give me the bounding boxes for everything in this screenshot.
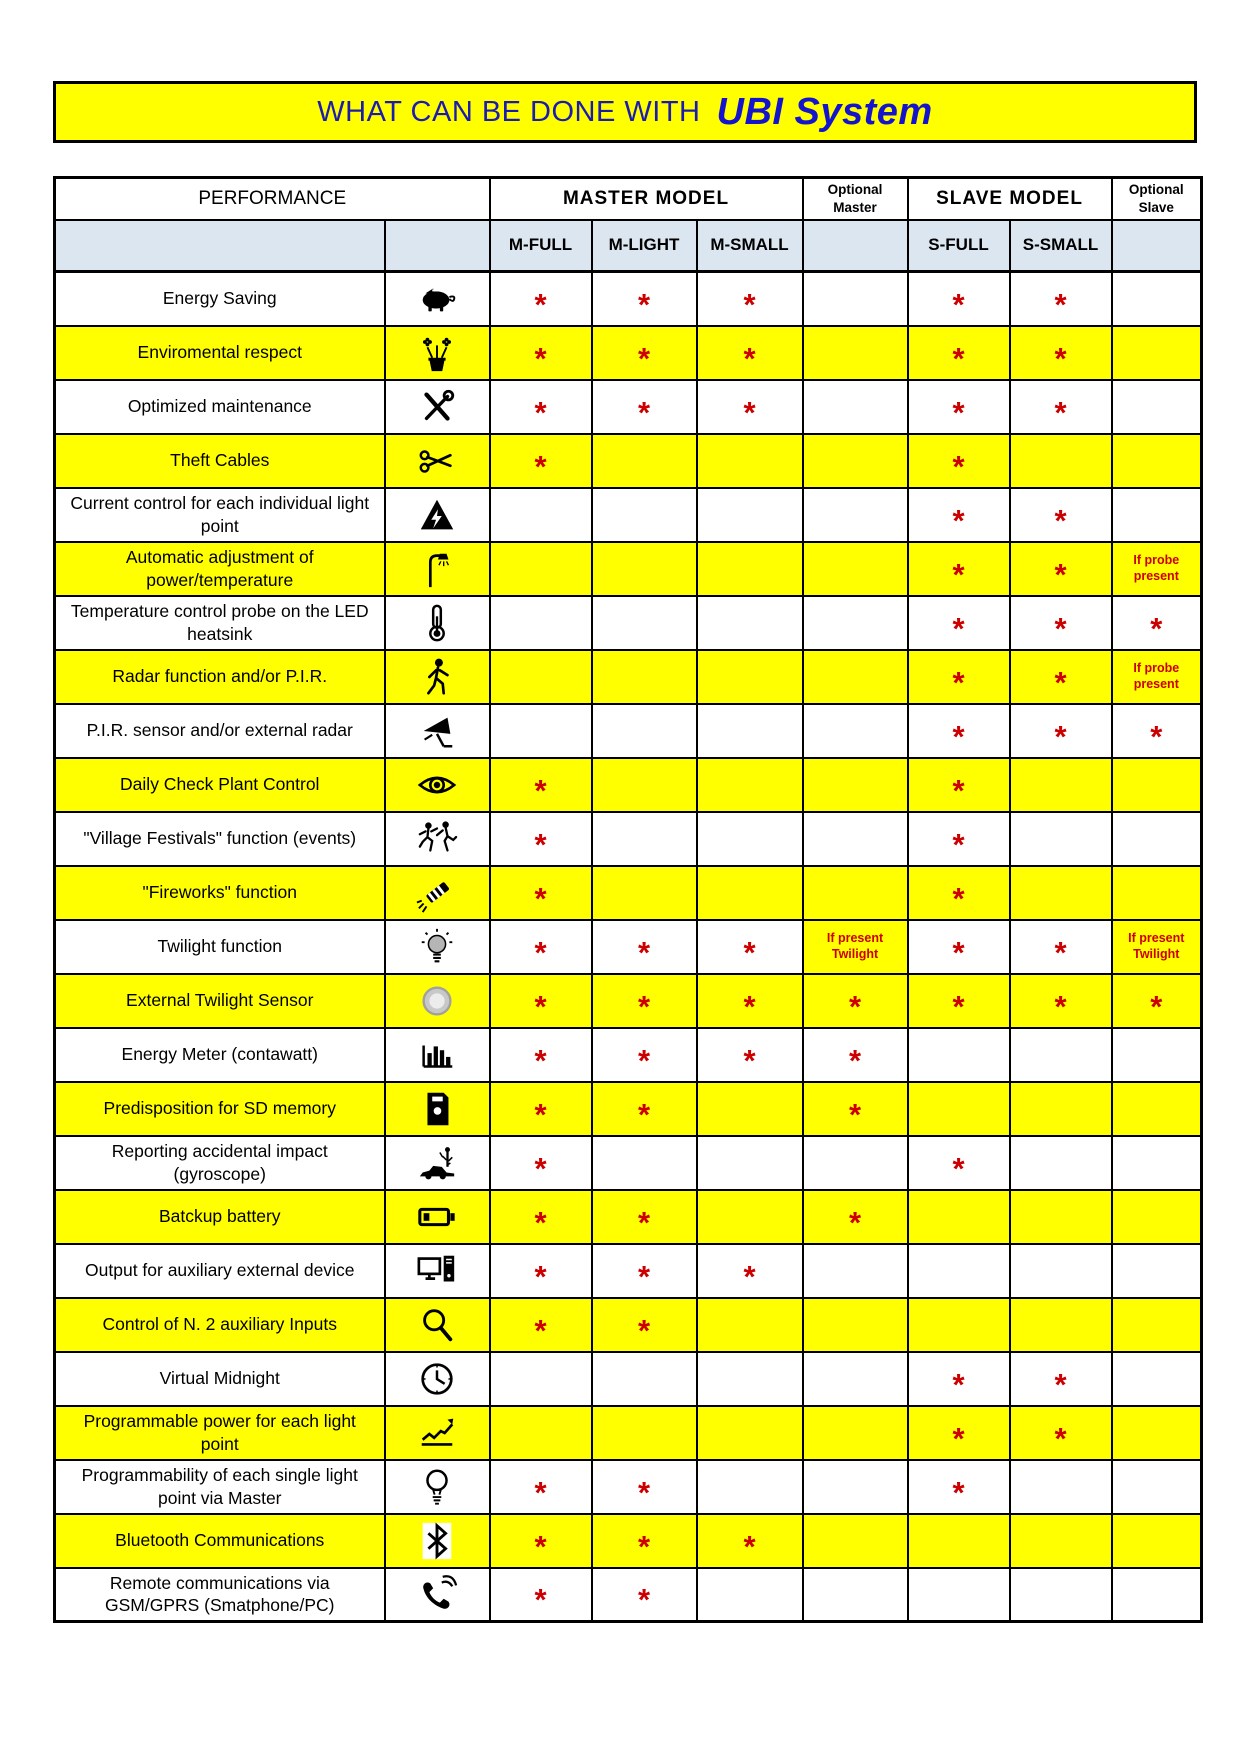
cell-s-full: * bbox=[908, 974, 1010, 1028]
eye-icon bbox=[386, 764, 489, 806]
twilight-bulb-icon bbox=[386, 926, 489, 968]
cell-s-small bbox=[1010, 1028, 1112, 1082]
cell-optional-master: * bbox=[803, 974, 908, 1028]
cell-m-light: * bbox=[592, 380, 697, 434]
cell-m-full: * bbox=[490, 434, 592, 488]
cell-m-small: * bbox=[697, 974, 803, 1028]
feature-label: External Twilight Sensor bbox=[55, 974, 385, 1028]
cell-optional-master: * bbox=[803, 1190, 908, 1244]
trend-chart-icon bbox=[386, 1412, 489, 1454]
cell-optional-slave bbox=[1112, 1190, 1202, 1244]
feature-label: Theft Cables bbox=[55, 434, 385, 488]
banner-title-text: WHAT CAN BE DONE WITH bbox=[317, 95, 701, 128]
cell-m-full bbox=[490, 704, 592, 758]
table-row bbox=[55, 1460, 1202, 1514]
cell-s-small bbox=[1010, 758, 1112, 812]
table-row bbox=[55, 1352, 1202, 1406]
cell-m-light bbox=[592, 866, 697, 920]
subheader-spacer bbox=[385, 220, 490, 272]
feature-label: Predisposition for SD memory bbox=[55, 1082, 385, 1136]
cell-m-full: * bbox=[490, 812, 592, 866]
cell-s-small: * bbox=[1010, 650, 1112, 704]
crossed-tools-icon bbox=[386, 386, 489, 428]
cell-m-full bbox=[490, 596, 592, 650]
cell-s-small bbox=[1010, 1460, 1112, 1514]
cell-m-light bbox=[592, 1406, 697, 1460]
cell-s-small bbox=[1010, 812, 1112, 866]
scissors-icon bbox=[386, 440, 489, 482]
table-row bbox=[55, 1298, 1202, 1352]
cell-m-small: * bbox=[697, 1244, 803, 1298]
cell-optional-master bbox=[803, 488, 908, 542]
cell-m-full bbox=[490, 650, 592, 704]
cell-m-light: * bbox=[592, 1298, 697, 1352]
cell-s-small: * bbox=[1010, 704, 1112, 758]
subheader-spacer bbox=[55, 220, 385, 272]
phone-waves-icon bbox=[386, 1573, 489, 1615]
cell-optional-slave bbox=[1112, 812, 1202, 866]
cell-s-full: * bbox=[908, 650, 1010, 704]
cell-optional-slave bbox=[1112, 1514, 1202, 1568]
column-header-m-light: M-LIGHT bbox=[592, 220, 697, 272]
cell-s-small: * bbox=[1010, 326, 1112, 380]
feature-label: Output for auxiliary external device bbox=[55, 1244, 385, 1298]
cell-optional-slave bbox=[1112, 1082, 1202, 1136]
cell-m-light: * bbox=[592, 1190, 697, 1244]
cell-m-full: * bbox=[490, 1136, 592, 1190]
feature-label: Energy Meter (contawatt) bbox=[55, 1028, 385, 1082]
electric-hazard-icon bbox=[386, 494, 489, 536]
feature-label: Automatic adjustment of power/temperature bbox=[55, 542, 385, 596]
cell-optional-slave: If probe present bbox=[1112, 650, 1202, 704]
cell-optional-master bbox=[803, 1514, 908, 1568]
piggy-bank-icon bbox=[386, 278, 489, 320]
cell-m-full: * bbox=[490, 1460, 592, 1514]
clock-icon bbox=[386, 1358, 489, 1400]
cell-m-full: * bbox=[490, 326, 592, 380]
cell-s-full: * bbox=[908, 704, 1010, 758]
bulb-outline-icon bbox=[386, 1466, 489, 1508]
cell-optional-slave bbox=[1112, 1460, 1202, 1514]
cell-m-small: * bbox=[697, 920, 803, 974]
column-header-performance: PERFORMANCE bbox=[55, 178, 490, 220]
cell-m-small: * bbox=[697, 1514, 803, 1568]
cell-optional-master bbox=[803, 596, 908, 650]
cell-optional-master bbox=[803, 542, 908, 596]
table-row bbox=[55, 1244, 1202, 1298]
table-row bbox=[55, 488, 1202, 542]
cell-m-small bbox=[697, 758, 803, 812]
cell-m-light: * bbox=[592, 1514, 697, 1568]
cell-m-small bbox=[697, 650, 803, 704]
cell-s-small bbox=[1010, 1244, 1112, 1298]
column-header-optional-slave: Optional Slave bbox=[1112, 178, 1202, 220]
battery-icon bbox=[386, 1196, 489, 1238]
cell-m-small bbox=[697, 1568, 803, 1622]
walking-person-icon bbox=[386, 656, 489, 698]
feature-label: Daily Check Plant Control bbox=[55, 758, 385, 812]
cell-s-small bbox=[1010, 1190, 1112, 1244]
cell-s-full: * bbox=[908, 272, 1010, 326]
cell-optional-master bbox=[803, 1136, 908, 1190]
cell-optional-slave bbox=[1112, 1298, 1202, 1352]
table-row bbox=[55, 1514, 1202, 1568]
cell-optional-slave bbox=[1112, 326, 1202, 380]
cell-m-light: * bbox=[592, 326, 697, 380]
cell-optional-slave bbox=[1112, 1352, 1202, 1406]
cell-m-full: * bbox=[490, 1298, 592, 1352]
bluetooth-icon bbox=[386, 1520, 489, 1562]
cell-s-full bbox=[908, 1514, 1010, 1568]
cell-m-full: * bbox=[490, 1568, 592, 1622]
feature-label: Virtual Midnight bbox=[55, 1352, 385, 1406]
cell-optional-master bbox=[803, 704, 908, 758]
column-header-m-full: M-FULL bbox=[490, 220, 592, 272]
photocell-icon bbox=[386, 980, 489, 1022]
cell-m-small bbox=[697, 542, 803, 596]
feature-label: Reporting accidental impact (gyroscope) bbox=[55, 1136, 385, 1190]
cell-optional-slave bbox=[1112, 380, 1202, 434]
table-row bbox=[55, 326, 1202, 380]
cell-optional-master bbox=[803, 758, 908, 812]
cell-optional-slave bbox=[1112, 1406, 1202, 1460]
cell-optional-master: If present Twilight bbox=[803, 920, 908, 974]
cell-s-small: * bbox=[1010, 380, 1112, 434]
feature-label: "Village Festivals" function (events) bbox=[55, 812, 385, 866]
cell-s-small: * bbox=[1010, 1352, 1112, 1406]
cell-s-full: * bbox=[908, 1460, 1010, 1514]
cell-s-full bbox=[908, 1190, 1010, 1244]
column-header-optional-master: Optional Master bbox=[803, 178, 908, 220]
cell-optional-slave: If present Twilight bbox=[1112, 920, 1202, 974]
feature-label: Batckup battery bbox=[55, 1190, 385, 1244]
cell-optional-master: * bbox=[803, 1028, 908, 1082]
subheader-row bbox=[55, 220, 1202, 272]
column-header-slave-model: SLAVE MODEL bbox=[908, 178, 1112, 220]
cell-optional-slave bbox=[1112, 758, 1202, 812]
cell-s-small bbox=[1010, 866, 1112, 920]
table-row bbox=[55, 272, 1202, 326]
feature-label: Enviromental respect bbox=[55, 326, 385, 380]
subheader-spacer bbox=[1112, 220, 1202, 272]
cell-m-light: * bbox=[592, 1460, 697, 1514]
cell-s-full bbox=[908, 1082, 1010, 1136]
cell-optional-slave bbox=[1112, 1136, 1202, 1190]
table-row bbox=[55, 704, 1202, 758]
feature-label: Control of N. 2 auxiliary Inputs bbox=[55, 1298, 385, 1352]
cell-m-small: * bbox=[697, 326, 803, 380]
cell-m-small bbox=[697, 1190, 803, 1244]
feature-label: Twilight function bbox=[55, 920, 385, 974]
table-row bbox=[55, 920, 1202, 974]
cell-optional-slave: * bbox=[1112, 596, 1202, 650]
cell-m-full bbox=[490, 1352, 592, 1406]
cell-m-small bbox=[697, 434, 803, 488]
cell-m-full: * bbox=[490, 758, 592, 812]
table-row bbox=[55, 1406, 1202, 1460]
cell-m-small bbox=[697, 1406, 803, 1460]
thermometer-icon bbox=[386, 602, 489, 644]
cell-optional-master bbox=[803, 272, 908, 326]
table-row bbox=[55, 434, 1202, 488]
feature-label: "Fireworks" function bbox=[55, 866, 385, 920]
magnifier-icon bbox=[386, 1304, 489, 1346]
firework-icon bbox=[386, 872, 489, 914]
table-row bbox=[55, 1136, 1202, 1190]
table-row bbox=[55, 650, 1202, 704]
cell-optional-slave: * bbox=[1112, 704, 1202, 758]
feature-label: Remote communications via GSM/GPRS (Smatphone/PC) bbox=[55, 1568, 385, 1622]
cell-s-small: * bbox=[1010, 974, 1112, 1028]
cell-optional-slave bbox=[1112, 1244, 1202, 1298]
cell-m-full: * bbox=[490, 1082, 592, 1136]
table-row bbox=[55, 542, 1202, 596]
cell-s-small bbox=[1010, 1082, 1112, 1136]
cell-optional-master bbox=[803, 1244, 908, 1298]
cell-optional-master: * bbox=[803, 1082, 908, 1136]
cell-s-full: * bbox=[908, 1406, 1010, 1460]
cell-m-small bbox=[697, 1082, 803, 1136]
cell-optional-slave bbox=[1112, 1568, 1202, 1622]
cell-s-full: * bbox=[908, 596, 1010, 650]
feature-label: Bluetooth Communications bbox=[55, 1514, 385, 1568]
cell-m-small bbox=[697, 1298, 803, 1352]
column-header-master-model: MASTER MODEL bbox=[490, 178, 803, 220]
feature-label: Temperature control probe on the LED heatsink bbox=[55, 596, 385, 650]
flower-pot-icon bbox=[386, 332, 489, 374]
cell-m-full: * bbox=[490, 272, 592, 326]
feature-label: Optimized maintenance bbox=[55, 380, 385, 434]
cell-m-small bbox=[697, 704, 803, 758]
cell-optional-master bbox=[803, 866, 908, 920]
cell-m-small: * bbox=[697, 1028, 803, 1082]
cell-s-full: * bbox=[908, 812, 1010, 866]
bar-chart-icon bbox=[386, 1034, 489, 1076]
cell-m-full: * bbox=[490, 1514, 592, 1568]
cell-m-small bbox=[697, 488, 803, 542]
cell-s-full: * bbox=[908, 488, 1010, 542]
cell-m-full: * bbox=[490, 866, 592, 920]
document-page bbox=[53, 81, 1200, 1623]
cell-m-light: * bbox=[592, 1082, 697, 1136]
cell-m-full: * bbox=[490, 380, 592, 434]
cell-s-small: * bbox=[1010, 1406, 1112, 1460]
cell-m-small bbox=[697, 1136, 803, 1190]
column-header-m-small: M-SMALL bbox=[697, 220, 803, 272]
cell-s-full: * bbox=[908, 866, 1010, 920]
cell-m-full: * bbox=[490, 974, 592, 1028]
table-row bbox=[55, 758, 1202, 812]
title-banner bbox=[53, 81, 1197, 143]
feature-label: Programmable power for each light point bbox=[55, 1406, 385, 1460]
car-crash-icon bbox=[386, 1142, 489, 1184]
cell-m-light bbox=[592, 542, 697, 596]
cell-m-full bbox=[490, 488, 592, 542]
column-header-s-full: S-FULL bbox=[908, 220, 1010, 272]
cell-s-full: * bbox=[908, 326, 1010, 380]
cell-s-small: * bbox=[1010, 596, 1112, 650]
cell-m-light: * bbox=[592, 920, 697, 974]
cell-optional-master bbox=[803, 434, 908, 488]
cell-m-light bbox=[592, 596, 697, 650]
cell-optional-master bbox=[803, 1568, 908, 1622]
cell-m-small bbox=[697, 596, 803, 650]
cell-m-light bbox=[592, 758, 697, 812]
cell-optional-slave bbox=[1112, 866, 1202, 920]
cell-optional-master bbox=[803, 1352, 908, 1406]
cell-optional-master bbox=[803, 1460, 908, 1514]
column-header-s-small: S-SMALL bbox=[1010, 220, 1112, 272]
cell-m-full bbox=[490, 542, 592, 596]
feature-label: Radar function and/or P.I.R. bbox=[55, 650, 385, 704]
cell-s-full: * bbox=[908, 1136, 1010, 1190]
table-row bbox=[55, 812, 1202, 866]
table-row bbox=[55, 1028, 1202, 1082]
cell-s-full: * bbox=[908, 920, 1010, 974]
cell-m-light: * bbox=[592, 1028, 697, 1082]
feature-label: P.I.R. sensor and/or external radar bbox=[55, 704, 385, 758]
cell-s-full bbox=[908, 1244, 1010, 1298]
table-row bbox=[55, 1082, 1202, 1136]
street-lamp-icon bbox=[386, 548, 489, 590]
cell-m-light bbox=[592, 1352, 697, 1406]
cell-optional-master bbox=[803, 1298, 908, 1352]
cell-s-full: * bbox=[908, 758, 1010, 812]
cell-optional-slave bbox=[1112, 488, 1202, 542]
feature-label: Energy Saving bbox=[55, 272, 385, 326]
cell-optional-master bbox=[803, 812, 908, 866]
cell-optional-master bbox=[803, 326, 908, 380]
cell-s-small bbox=[1010, 434, 1112, 488]
cell-m-light bbox=[592, 704, 697, 758]
cell-m-full: * bbox=[490, 1244, 592, 1298]
cell-m-small bbox=[697, 1352, 803, 1406]
cell-m-light bbox=[592, 650, 697, 704]
cell-optional-slave: * bbox=[1112, 974, 1202, 1028]
table-row bbox=[55, 1568, 1202, 1622]
subheader-spacer bbox=[803, 220, 908, 272]
table-row bbox=[55, 866, 1202, 920]
cell-m-small: * bbox=[697, 272, 803, 326]
cell-s-small: * bbox=[1010, 488, 1112, 542]
cell-m-small bbox=[697, 1460, 803, 1514]
cell-m-light: * bbox=[592, 1568, 697, 1622]
cell-optional-slave bbox=[1112, 272, 1202, 326]
cell-m-small bbox=[697, 866, 803, 920]
table-row bbox=[55, 596, 1202, 650]
cell-m-light bbox=[592, 1136, 697, 1190]
computer-devices-icon bbox=[386, 1250, 489, 1292]
cell-m-full bbox=[490, 1406, 592, 1460]
memory-card-icon bbox=[386, 1088, 489, 1130]
feature-label: Current control for each individual light point bbox=[55, 488, 385, 542]
cell-optional-master bbox=[803, 650, 908, 704]
cell-s-small: * bbox=[1010, 542, 1112, 596]
cell-optional-slave bbox=[1112, 434, 1202, 488]
cell-m-light bbox=[592, 488, 697, 542]
cell-optional-master bbox=[803, 1406, 908, 1460]
cell-s-full bbox=[908, 1568, 1010, 1622]
cell-s-full bbox=[908, 1028, 1010, 1082]
table-row bbox=[55, 974, 1202, 1028]
cell-s-full: * bbox=[908, 542, 1010, 596]
cell-s-full: * bbox=[908, 434, 1010, 488]
banner-brand-text: UBI System bbox=[716, 90, 933, 133]
feature-label: Programmability of each single light point via Master bbox=[55, 1460, 385, 1514]
table-row bbox=[55, 1190, 1202, 1244]
group-header-row bbox=[55, 178, 1202, 220]
feature-comparison-table bbox=[53, 176, 1203, 1623]
cell-s-small: * bbox=[1010, 920, 1112, 974]
cell-s-small bbox=[1010, 1514, 1112, 1568]
cell-s-full: * bbox=[908, 380, 1010, 434]
cell-m-full: * bbox=[490, 920, 592, 974]
cell-m-light: * bbox=[592, 1244, 697, 1298]
cell-s-full bbox=[908, 1298, 1010, 1352]
cell-s-full: * bbox=[908, 1352, 1010, 1406]
cell-s-small: * bbox=[1010, 272, 1112, 326]
cell-s-small bbox=[1010, 1136, 1112, 1190]
cell-m-full: * bbox=[490, 1190, 592, 1244]
cell-m-light bbox=[592, 434, 697, 488]
cell-s-small bbox=[1010, 1298, 1112, 1352]
dancing-people-icon bbox=[386, 818, 489, 860]
satellite-dish-icon bbox=[386, 710, 489, 752]
cell-m-light bbox=[592, 812, 697, 866]
cell-s-small bbox=[1010, 1568, 1112, 1622]
cell-optional-master bbox=[803, 380, 908, 434]
cell-m-light: * bbox=[592, 974, 697, 1028]
cell-m-full: * bbox=[490, 1028, 592, 1082]
cell-optional-slave bbox=[1112, 1028, 1202, 1082]
table-row bbox=[55, 380, 1202, 434]
cell-m-light: * bbox=[592, 272, 697, 326]
cell-m-small: * bbox=[697, 380, 803, 434]
cell-optional-slave: If probe present bbox=[1112, 542, 1202, 596]
cell-m-small bbox=[697, 812, 803, 866]
